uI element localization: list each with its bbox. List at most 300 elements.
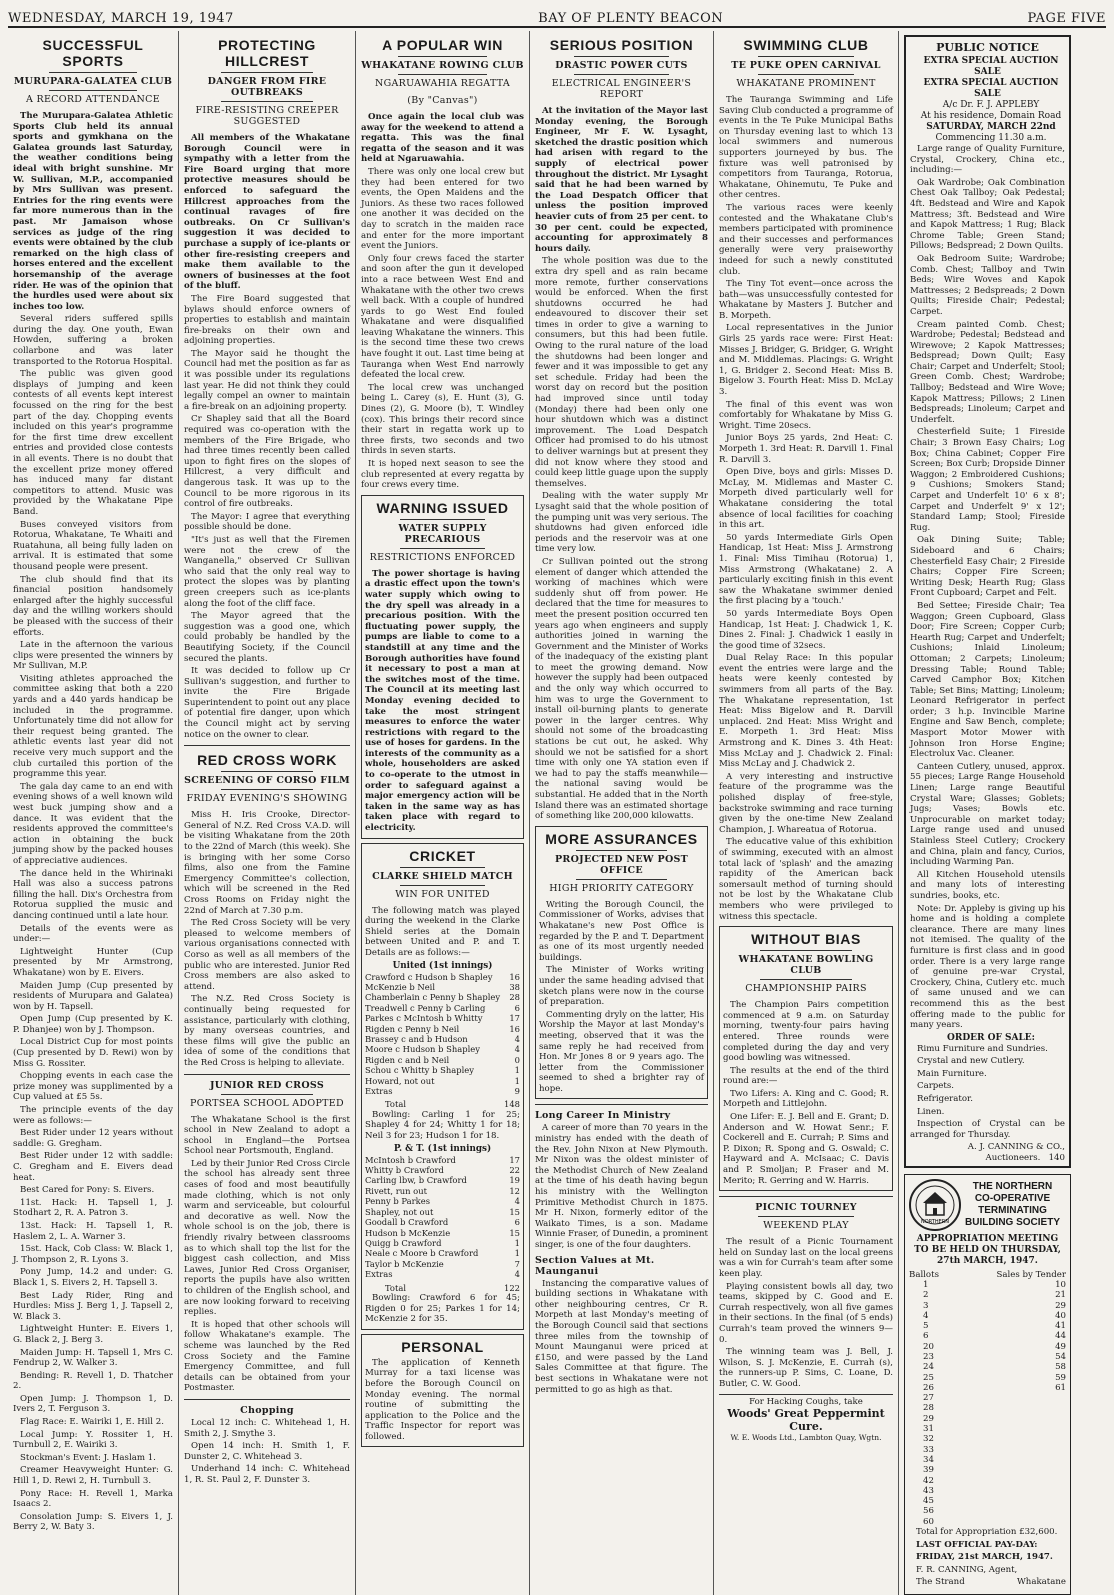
runs: 4: [514, 1034, 520, 1045]
subheadline: NGARUAWAHIA REGATTA: [374, 78, 511, 89]
paragraph: Open 14 inch: H. Smith 1, F. Dunster 2, C. Whitehead 3.: [184, 1441, 350, 1462]
paragraph: Canteen Cutlery, unused, approx. 55 pieces; Large Range Household Linen; Large range Beautiful Crystal Ware; Glasses; Goblets; Jugs; Vases; Bowls etc. Unprocurable on market today; Large range used and unused Stainless Steel Cutlery; Crockery and China, plain and fancy, Curios, including Warming Pan.: [910, 761, 1065, 868]
ballot-row: [909, 1342, 1066, 1352]
paragraph: Led by their Junior Red Cross Circle the school has already sent three cases of food and most beautifully made clothing, which is not only warm and serviceable, but colourful and decorative as well. Now the whole school is on the job, there is friendly rivalry between classrooms as to which shall top the list for the biggest cash collection, and Miss Lawes, Junior Red Cross Organiser, reports the pupils have also written to children of the English school, and are now looking forward to receiving replies.: [184, 1158, 350, 1318]
ballot-row: [909, 1414, 1066, 1424]
paragraph: It is hoped that other schools will follow Whakatane's example. The scheme was launched by the Red Cross Society and the Famine Emergency Committee, and full details can be obtained from your Postmaster.: [184, 1319, 350, 1394]
paragraph: Several riders suffered spills during the day. One youth, Ewan Howden, suffering a broken collarbone and was later transported to the Rotorua Hospital.: [13, 314, 173, 367]
intro-paragraph: The following match was played during the weekend in the Clarke Shield series at the Domain between United and P. and T. Details are as follows:—: [365, 905, 520, 958]
emblem-text: NORTHERN: [921, 1218, 949, 1225]
ballot-number: 1: [923, 1279, 929, 1290]
lead-paragraph: At the invitation of the Mayor last Monday evening, the Borough Engineer, Mr F. W. Lysaght, sketched the drastic position which had arisen with regard to the supply of electrical power throughout the district. Mr Lysaght said that he had been warned by the Load Despatch Officer that unless the position improved heavier cuts of from 25 per cent. to 30 per cent. could be expected, accounting for approximately 8 hours daily.: [535, 106, 708, 254]
sale-number: [956, 1506, 1066, 1516]
batsman: Whitty b Crawford: [365, 1165, 444, 1176]
paragraph: The educative value of this exhibition of swimming, executed with an almost total lack of 'splash' and the amazing rapidity of the American back somersault method of turning should not be lost by the Whakatane Club members who were privileged to witness this spectacle.: [719, 837, 893, 922]
paragraph: Only four crews faced the starter and soon after the gun it developed into a race between West End and Whakatane with the other two crews well back. With a couple of hundred yards to go West End fouled Whakatane and were disqualified leaving Whakatane the winners. This is the second time these two crews have fought it out. Last time being at Tauranga when West End narrowly defeated the local crew.: [361, 253, 524, 381]
batsman: McKenzie b Neil: [365, 982, 436, 992]
paragraph: A career of more than 70 years in the ministry has ended with the death of the Rev. John Nixon at New Plymouth. Mr Nixon was the oldest minister of the Methodist Church of New Zealand at the time of his death having begun his ministry with the Wellington Primitive Methodist Church in 1875. Mr H. Nixon, formerly editor of the Waikato Times, is a son. Madame Winnie Fraser, of Dunedin, a prominent singer, is one of the four daughters.: [535, 1123, 708, 1250]
ballot-number: 28: [923, 1403, 934, 1414]
lead-paragraph: The Murupara-Galatea Athletic Sports Club held its annual sports and gymkhana on the Galatea grounds last Saturday, the weather conditions being ideal with bright sunshine. Mr W. Sullivan, M.P., accompanied by Mrs Sullivan was present. Entries for the ring events were far more numerous than in the past. Mr Jamaison whose services as judge of the ring events were obtained by the club remarked on the high class of horses entered and the excellent horsemanship of the average rider. He was of the opinion that the hurdles used were about six inches too low.: [13, 111, 173, 312]
runs: 4: [514, 1269, 520, 1280]
paragraph: Oak Dining Suite; Table; Sideboard and 6 Chairs; Chesterfield Easy Chair; 2 Fireside Chairs; Copper Fire Screen; Writing Desk; Hearth Rug; Glass Front Cupboard; Carpet and Felt.: [910, 535, 1065, 599]
ballot-row: [909, 1301, 1066, 1311]
column-1: [8, 31, 179, 1595]
subheadline: WATER SUPPLY PRECARIOUS: [398, 522, 487, 545]
society-name-line: BUILDING SOCIETY: [965, 1216, 1061, 1228]
article-serious-position: [535, 37, 708, 822]
headline: PERSONAL: [401, 1338, 484, 1355]
article-long-career: [535, 1110, 708, 1250]
scorecard-row: [365, 1186, 520, 1196]
paragraph: Best Cared for Pony: S. Eivers.: [20, 1185, 155, 1196]
column-5: [714, 31, 899, 1595]
article-body: [13, 314, 173, 1533]
headline: PICNIC TOURNEY: [755, 1202, 857, 1214]
paragraph: It was decided to follow up Cr Sullivan's suggestion, and further to invite the Fire Brigade Superintendent to point out any place of potential fire danger, upon which the Council might act by serving notice on the owner to clear.: [184, 666, 350, 740]
runs: 4: [514, 1196, 520, 1207]
paragraph: The Tauranga Swimming and Life Saving Club conducted a programme of events in the Te Puke Municipal Baths on Thursday evening last to which 13 local swimmers and numerous supporters journeyed by bus. The fixture was well patronised by competitors from Tauranga, Rotorua, Whakatane, Ohinemutu, Te Puke and other centres.: [719, 95, 893, 201]
byline: (By "Canvas"): [407, 95, 478, 106]
notice-line: EXTRA SPECIAL AUCTION SALE: [923, 56, 1059, 77]
ballot-row: [909, 1331, 1066, 1341]
scorecard-row: [365, 1165, 520, 1175]
ballot-row: [909, 1465, 1066, 1475]
paragraph: There was only one local crew but they had been entered for two events, the Open Maidens and the Juniors. As these two races followed one another it was decided on the day to scratch in the maiden race and enter for the more important event the Juniors.: [361, 166, 524, 252]
paragraph: Stockman's Event: J. Haslam 1.: [20, 1452, 156, 1463]
ballot-number: 26: [923, 1382, 934, 1393]
subheadline: RESTRICTIONS ENFORCED: [369, 551, 516, 563]
article-body: [535, 1279, 708, 1396]
paragraph: Miss H. Iris Crooke, Director-General of N.Z. Red Cross V.A.D. will be visiting Whakatane from the 20th to the 22nd of March (this week). She is bringing with her some Corso films, also one from the Famine Emergency Committee's collection, which will be screened in the Red Cross Rooms on Friday night the 22nd of March at 7.30 p.m.: [184, 810, 350, 916]
sale-number: [956, 1465, 1066, 1475]
runs: 17: [509, 1154, 520, 1165]
appropriation-total: Total for Appropriation £32,600.: [916, 1527, 1058, 1538]
scorecard-row: [365, 1055, 520, 1065]
paragraph: Visiting athletes approached the committee asking that both a 220 yards and a 440 yards handicap be included in the programme. Unfortunately time did not allow for their request being granted. The athletic events last year did not receive very much support and the club curtailed this portion of the programme this year.: [13, 673, 173, 780]
ballot-number: 43: [923, 1485, 934, 1496]
batsman: Goodall b Crawford: [365, 1217, 449, 1228]
runs: 38: [509, 982, 520, 992]
paragraph: Bending: R. Revell 1, D. Thatcher 2.: [13, 1370, 173, 1392]
paragraph: Local 12 inch: C. Whitehead 1, H. Smith 2, J. Smythe 3.: [184, 1417, 350, 1439]
batsman: Rigden c and b Neil: [365, 1054, 450, 1065]
ballot-number: 42: [923, 1475, 934, 1486]
ballot-number: 29: [923, 1413, 934, 1424]
ballot-row: [909, 1506, 1066, 1516]
column-3: [356, 31, 530, 1595]
batsman: Chamberlain c Penny b Shapley: [365, 992, 501, 1003]
article-popular-win: [361, 37, 524, 491]
order-of-sale-list: [910, 1044, 1065, 1118]
batsman: Crawford c Hudson b Shapley: [365, 971, 493, 982]
batsman: McIntosh b Crawford: [365, 1154, 456, 1165]
batsman: Extras: [365, 1269, 393, 1280]
list-item: Main Furniture.: [917, 1068, 987, 1079]
ballot-number: 32: [923, 1434, 934, 1445]
paragraph: Best Lady Rider, Ring and Hurdles: Miss J. Berg 1, J. Tapsell 2, W. Black 3.: [13, 1290, 173, 1322]
column-grid: [8, 31, 1106, 1588]
lead-paragraph: All members of the Whakatane Borough Council were in sympathy with a letter from the Fire Board urging that more protective measures should be enforced to safeguard the Hillcrest approaches from the continual ravages of fire outbreaks. On Cr Sullivan's suggestion it was decided to purchase a supply of ice-plants or other fire-resisting creepers and make them available to the owners of businesses at the foot of the bluff.: [184, 133, 350, 292]
auctioneer-role: [910, 1153, 1065, 1164]
ballot-row: [909, 1476, 1066, 1486]
scorecard-row: [365, 1086, 520, 1096]
ballot-number: 2: [923, 1290, 929, 1301]
total-row: [365, 1096, 520, 1109]
article-body: [535, 1123, 708, 1250]
article-body: [361, 167, 524, 491]
subheadline: PROJECTED NEW POST OFFICE: [554, 853, 689, 876]
paragraph: The final of this event was won comfortably for Whakatane by Miss G. Wright. Time 20secs.: [719, 399, 893, 431]
runs: 9: [514, 1086, 520, 1097]
article-body: [535, 256, 708, 821]
auctioneer-role-text: Auctioneers.: [985, 1153, 1041, 1164]
headline: Chopping: [240, 1404, 294, 1416]
batsman: Howard, not out: [365, 1075, 435, 1086]
paragraph: Large range of Quality Furniture, Crystal, Crockery, China etc., including:—: [910, 144, 1065, 176]
masthead: [8, 4, 1106, 28]
paragraph: The Mayor: I agree that everything possible should be done.: [184, 511, 350, 533]
article-swimming-club: [719, 37, 893, 922]
paragraph: The Fire Board suggested that bylaws should enforce owners of properties to establish and maintain fire-breaks on their own and adjoining properties.: [184, 293, 350, 347]
scorecard-row: [365, 1228, 520, 1238]
notice-line: EXTRA SPECIAL AUCTION SALE: [923, 78, 1059, 99]
headline: CRICKET: [409, 847, 476, 864]
runs: 0: [514, 1054, 520, 1065]
runs: 1: [514, 1075, 520, 1086]
scorecard-row: [365, 1217, 520, 1227]
scorecard-row: [365, 1024, 520, 1034]
batsman: Carling lbw, b Crawford: [365, 1175, 467, 1186]
paragraph: The Mayor said he thought the Council had met the position as far as it was possible under its regulations last year. He did not think they could legally compel an owner to maintain a fire-break on an adjoining property.: [184, 348, 350, 412]
ballot-row: [909, 1321, 1066, 1331]
headline: Section Values at Mt. Maunganui: [535, 1254, 655, 1277]
article-more-assurances: [535, 826, 708, 1100]
paragraph: The Whakatane School is the first school in New Zealand to adopt a school in England—the Portsea School near Portsmouth, England.: [184, 1114, 350, 1157]
agent-address: [909, 1577, 1066, 1588]
ballot-row: [909, 1445, 1066, 1455]
scorecard-row: [365, 1076, 520, 1086]
notice-line: SATURDAY, MARCH 22nd: [926, 122, 1056, 132]
paragraph: It is hoped next season to see the club represented at every regatta by four crews every time.: [361, 459, 524, 491]
ballot-row: [909, 1486, 1066, 1496]
sales-header: Sales by Tender: [996, 1269, 1066, 1280]
newspaper-page: [8, 4, 1106, 1588]
paragraph: 11st. Hack: H. Tapsell 1, J. Stodhart 2, R. A. Patron 3.: [13, 1197, 173, 1219]
paragraph: Flag Race: E. Wairiki 1, E. Hill 2.: [20, 1417, 164, 1428]
paragraph: Lightweight Hunter: E. Eivers 1, G. Black 2, J. Berg 3.: [13, 1324, 173, 1345]
paragraph: Local Jump: Y. Rossiter 1, H. Turnbull 2, E. Wairiki 3.: [13, 1429, 173, 1451]
paragraph: Dealing with the water supply Mr Lysaght said that the whole position of the pumping unit was very serious. The shutdowns had given enforced idle periods and the reservoir was at one time very low.: [535, 491, 708, 555]
sale-number: [956, 1476, 1066, 1486]
subheadline: WIN FOR UNITED: [395, 888, 490, 900]
subheadline: PORTSEA SCHOOL ADOPTED: [190, 1097, 344, 1109]
paragraph: Instancing the comparative values of building sections in Whakatane with other neighbouring centres, Cr R. Morpeth at last Monday's meeting of the Borough Council said that sections three miles from the township of Mount Maunganui were priced at £150, and were passed by the Land Sales Committee at that figure. The best sections in Whakatane were not permitted to go as high as that.: [535, 1278, 708, 1395]
runs: 15: [509, 1206, 520, 1217]
scorecard-pt: [365, 1155, 520, 1293]
masthead-paper-name: BAY OF PLENTY BEACON: [538, 11, 724, 26]
sale-number: 61: [1055, 1382, 1066, 1393]
runs: 12: [509, 1185, 520, 1196]
innings-heading: United (1st innings): [392, 960, 493, 971]
runs: 6: [514, 1002, 520, 1013]
advert-line: For Hacking Coughs, take: [749, 1396, 863, 1407]
headline: A POPULAR WIN: [382, 37, 503, 53]
advert-maker: W. E. Woods Ltd., Lambton Quay, Wgtn.: [730, 1432, 882, 1442]
subheadline: ELECTRICAL ENGINEER'S REPORT: [551, 78, 692, 100]
runs: 6: [514, 1217, 520, 1228]
paragraph: The public was given good displays of jumping and keen contests of all events kept interest focussed on the ring for the best part of the day. Chopping events included on this year's programme for the first time drew excellent entries and provided close contests in all events. There is no doubt that the excellent prize money offered has induced many far distant competitors to attend. Music was provided by the Whakatane Pipe Band.: [13, 369, 173, 517]
ballot-number: 34: [923, 1454, 934, 1465]
total-runs: 122: [504, 1282, 520, 1293]
sale-number: [956, 1434, 1066, 1444]
notice-body: [910, 144, 1065, 1031]
paragraph: Dual Relay Race: In this popular event the entries were large and the heats were keenly contested by swimmers from all parts of the Bay. The Whakatane representation, 1st Heat: Miss Bigelow and R. Darvill unplaced. 2nd Heat: Miss Wright and E. Morpeth 1. 3rd Heat: Miss Armstrong and K. Dines 3. 4th Heat: Miss McLay and J. Chadwick 2. Final: Miss McLay and J. Chadwick 2.: [719, 653, 893, 770]
paragraph: Lightweight Hunter (Cup presented by Mr Armstrong, Whakatane) won by E. Eivers.: [13, 946, 173, 978]
paragraph: Open Jump: J. Thompson 1, D. Ivers 2, T. Ferguson 3.: [13, 1393, 173, 1415]
headline: WARNING ISSUED: [376, 499, 509, 516]
headline: SERIOUS POSITION: [549, 37, 694, 53]
notice-ref: 140: [1048, 1153, 1065, 1164]
article-body: [719, 1237, 893, 1389]
paragraph: Local representatives in the Junior Girls 25 yards race were: First Heat: Misses J. Bridger, G. Bridger, G. Wright and M. Middlemas. Placings: G. Wright 1, G. Bridger 2. Second Heat: Miss B. Bigelow 3. Fourth Heat: Miss D. McLay 3.: [719, 323, 893, 398]
sale-number: [956, 1424, 1066, 1434]
ballot-row: [909, 1424, 1066, 1434]
article-chopping: [184, 1405, 350, 1486]
payday-date: FRIDAY, 21st MARCH, 1947.: [916, 1552, 1053, 1563]
ballot-row: [909, 1362, 1066, 1372]
paragraph: Maiden Jump (Cup presented by residents of Murupara and Galatea) won by H. Tapsell.: [13, 980, 173, 1012]
scorecard-row: [365, 1248, 520, 1258]
paragraph: Best Rider under 12 with saddle: C. Gregham and E. Eivers dead heat.: [13, 1151, 173, 1183]
ballot-number: 31: [923, 1424, 934, 1435]
notice-line: A/c Dr. F. J. APPLEBY: [942, 100, 1040, 110]
subheadline: WHAKATANE BOWLING CLUB: [738, 954, 874, 977]
paragraph: Open Dive, boys and girls: Misses D. McLay, M. Midlemas and Master C. Morpeth dived particularly well for Whakatane considering the total absence of local facilities for coaching in this art.: [719, 467, 893, 531]
scorecard-row: [365, 1269, 520, 1279]
article-cricket: [361, 843, 524, 1330]
meeting-announcement: APPROPRIATION MEETING TO BE HELD ON THURSDAY, 27th MARCH, 1947.: [914, 1233, 1061, 1266]
paragraph: The club should find that its financial position handsomely enlarged after the highly successful day and the willing workers should be pleased with the success of their efforts.: [13, 574, 173, 638]
article-body: [539, 900, 704, 1095]
list-item: Refrigerator.: [917, 1094, 973, 1105]
runs: 4: [514, 1044, 520, 1055]
society-name: [965, 1181, 1060, 1229]
paragraph: Underhand 14 inch: C. Whitehead 1, R. St. Paul 2, F. Dunster 3.: [184, 1464, 350, 1485]
scorecard-row: [365, 1196, 520, 1206]
paragraph: Creamer Heavyweight Hunter: G. Hill 1, D. Rewi 2, H. Turnbull 3.: [13, 1465, 173, 1487]
ballot-number: 33: [923, 1444, 934, 1455]
subheadline: WHAKATANE ROWING CLUB: [361, 60, 524, 71]
ballot-number: 39: [923, 1465, 934, 1476]
paragraph: One Lifer: E. J. Bell and E. Grant; D. Anderson and W. Howat Senr.; F. Cockerell and E. Currah; P. Sims and P. Dixon; R. Spong and G. Oswald; C. Hayward and A. McIsaac; C. Davis and P. Smoljan; P. Fraser and M. Merito; R. Gerring and W. Harris.: [723, 1112, 889, 1186]
paragraph: The dance held in the Whirinaki Hall was also a success patrons filling the hall. Dix's Orchestra from Rotorua supplied the music and dancing continued until a late hour.: [13, 868, 173, 921]
sale-number: [956, 1517, 1066, 1527]
runs: 19: [509, 1175, 520, 1186]
society-name-line: THE NORTHERN: [972, 1180, 1053, 1192]
sale-number: 40: [1055, 1310, 1066, 1321]
total-label: Total: [385, 1099, 407, 1110]
ballot-number: 56: [923, 1506, 934, 1517]
paragraph: Junior Boys 25 yards, 2nd Heat: C. Morpeth 1. 3rd Heat: R. Darvill 1. Final R. Darvill 3.: [719, 433, 893, 465]
public-notice-auction: [904, 35, 1071, 1168]
advert-woods-peppermint: [719, 1394, 893, 1442]
paragraph: The N.Z. Red Cross Society is continually being requested for assistance, particularly with clothing, by many overseas countries, and these films will give the public an idea of some of the conditions that the Red Cross is helping to alleviate.: [184, 994, 350, 1068]
ballot-number: 45: [923, 1496, 934, 1507]
batsman: Rivett, run out: [365, 1185, 427, 1196]
scorecard-row: [365, 972, 520, 982]
list-item: Crystal and new Cutlery.: [917, 1056, 1025, 1067]
batsman: Neale c Moore b Crawford: [365, 1248, 479, 1259]
ballot-row: [909, 1496, 1066, 1506]
paragraph: Chesterfield Suite; 1 Fireside Chair; 3 Brown Easy Chairs; Log Box; China Cabinet; Copper Fire Screen; Box Curb; Dropside Dinner Waggon; 2 Embroidered Cushions; 9 Cushions; Smokers Stand; Carpet and Underfelt 10' 6 x 8'; Carpet and Underfelt 9' x 12'; Standard Lamp; Stool; Fireside Rug.: [910, 427, 1065, 533]
scorecard-row: [365, 1003, 520, 1013]
batsman: Penny b Parkes: [365, 1196, 431, 1207]
paragraph: Two Lifers: A. King and C. Good; R. Morpeth and Littlejohn.: [723, 1088, 889, 1110]
ballot-number: 3: [923, 1300, 929, 1311]
scorecard-row: [365, 1044, 520, 1054]
paragraph: The principle events of the day were as follows:—: [13, 1105, 173, 1126]
article-body: [719, 95, 893, 922]
ballot-row: [909, 1373, 1066, 1383]
bowling-figures: Bowling: Crawford 6 for 45; Rigden 0 for 25; Parkes 1 for 14; McKenzie 2 for 35.: [365, 1292, 520, 1325]
payday-label: LAST OFFICIAL PAY-DAY:: [916, 1539, 1038, 1550]
ballots-header: Ballots: [909, 1269, 939, 1280]
subheadline: WHAKATANE PROMINENT: [736, 78, 876, 89]
sale-number: 54: [1055, 1352, 1066, 1362]
paragraph: 13st. Hack: H. Tapsell 1, R. Haslem 2, L. A. Warner 3.: [13, 1220, 173, 1242]
batsman: Extras: [365, 1086, 393, 1097]
subheadline: WEEKEND PLAY: [763, 1220, 849, 1232]
paragraph: The local crew was unchanged being L. Carey (s), E. Hunt (3), G. Dines (2), G. Moore (b), T. Windley (cox). This brings their record since their start in regatta work up to three firsts, two seconds and two thirds in seven starts.: [361, 382, 524, 457]
scorecard-row: [365, 1155, 520, 1165]
total-row: [365, 1280, 520, 1293]
masthead-page-number: PAGE FIVE: [1027, 11, 1106, 26]
scorecard-row: [365, 1013, 520, 1023]
headline: Long Career In Ministry: [535, 1110, 671, 1122]
paragraph: The results at the end of the third round are:—: [723, 1065, 889, 1087]
scorecard-row: [365, 1238, 520, 1248]
subheadline: HIGH PRIORITY CATEGORY: [549, 882, 694, 894]
scorecard-row: [365, 1175, 520, 1185]
sale-number: 29: [1055, 1300, 1066, 1311]
scorecard-row: [365, 1207, 520, 1217]
paragraph: Local District Cup for most points (Cup presented by D. Rewi) won by Miss G. Rossiter.: [13, 1037, 173, 1069]
notice-line: At his residence, Domain Road: [920, 111, 1062, 121]
paragraph: Cr Shapley said that all the Board required was co-operation with the members of the Fire Brigade, who had three times recently been called upon to fight fires on the slopes of Hillcrest, a very difficult and dangerous task. It was up to the Council to be more rigorous in its control of fire outbreaks.: [184, 414, 350, 510]
sale-number: [956, 1486, 1066, 1496]
coop-building-society-notice: [904, 1174, 1071, 1595]
article-section-values: [535, 1255, 708, 1396]
subheadline: TE PUKE OPEN CARNIVAL: [731, 60, 881, 71]
subheadline: FRIDAY EVENING'S SHOWING: [186, 793, 348, 805]
article-body: [184, 294, 350, 740]
subheadline: DRASTIC POWER CUTS: [555, 60, 688, 71]
batsman: Brassey c and b Hudson: [365, 1034, 468, 1045]
batsman: Rigden c Penny b Neil: [365, 1023, 460, 1034]
subheadline: A RECORD ATTENDANCE: [26, 94, 160, 105]
sale-number: 44: [1055, 1331, 1066, 1342]
ballot-row: [909, 1290, 1066, 1300]
article-body: [723, 1000, 889, 1186]
batsman: Parkes c McIntosh b Whitty: [365, 1013, 483, 1024]
ballot-row: [909, 1280, 1066, 1290]
paragraph: Commenting dryly on the latter, His Worship the Mayor at last Monday's meeting, observed that it was the same reply he had received from Hon. Mr Jones 8 or 9 years ago. The letter from the Commissioner seemed to shed a brighter ray of hope.: [539, 1009, 704, 1094]
paragraph: Playing consistent bowls all day, two teams, skipped by C. Good and E. Currah respectively, won all five games in their sections. In the final (of 5 ends) Currah's team proved the winners 9—0.: [719, 1281, 893, 1345]
subheadline: FIRE-RESISTING CREEPER SUGGESTED: [195, 105, 339, 127]
ballot-number: 25: [923, 1372, 934, 1383]
ballots-table: [909, 1270, 1066, 1527]
masthead-date: WEDNESDAY, MARCH 19, 1947: [8, 11, 234, 26]
runs: 16: [509, 971, 520, 982]
scorecard-row: [365, 1034, 520, 1044]
paragraph: All Kitchen Household utensils and many lots of interesting sundries, books, etc.: [910, 869, 1065, 901]
runs: 28: [509, 992, 520, 1003]
ballot-row: [909, 1311, 1066, 1321]
ballot-number: 4: [923, 1310, 929, 1321]
runs: 17: [509, 1013, 520, 1024]
sale-number: [956, 1403, 1066, 1413]
article-junior-red-cross: [184, 1080, 350, 1394]
notice-line: Commencing 11.30 a.m.: [935, 133, 1047, 143]
paragraph: Details of the events were as under:—: [13, 923, 173, 945]
column-2: [179, 31, 356, 1595]
article-successful-sports: [13, 37, 173, 1533]
agent-name: F. R. CANNING, Agent,: [916, 1564, 1018, 1575]
article-protecting-hillcrest: [184, 37, 350, 740]
ballot-number: 27: [923, 1393, 934, 1404]
headline: RED CROSS WORK: [197, 752, 337, 769]
ballot-number: 20: [923, 1341, 934, 1352]
advert-product: Woods' Great Peppermint Cure.: [727, 1406, 885, 1433]
ballot-number: 23: [923, 1352, 934, 1362]
batsman: Hudson b McKenzie: [365, 1227, 451, 1238]
ballot-number: 5: [923, 1321, 929, 1332]
runs: 1: [514, 1237, 520, 1248]
article-without-bias: [719, 926, 893, 1191]
paragraph: Note: Dr. Appleby is giving up his home and is holding a complete clearance. There are many lines not itemised. The quality of the furniture is first class and in good order. There is a very large range of genuine pre-war Crystal, Crockery, China, Cutlery etc. much of same unused and we can recommend this as the best offering made to the public for many years.: [910, 903, 1065, 1031]
paragraph: Pony Jump, 14.2 and under: G. Black 1, S. Eivers 2, H. Tapsell 3.: [13, 1267, 173, 1288]
ballot-number: 24: [923, 1362, 934, 1373]
sale-number: 21: [1055, 1290, 1066, 1301]
notice-title: PUBLIC NOTICE: [936, 41, 1039, 54]
lead-paragraph: Once again the local club was away for the weekend to attend a regatta. This was the final regatta of the season and it was held at Ngaruawahia.: [361, 112, 524, 165]
scorecard-row: [365, 1259, 520, 1269]
paragraph: Open Jump (Cup presented by K. P. Dhanjee) won by J. Thompson.: [13, 1014, 173, 1035]
sale-number: [956, 1445, 1066, 1455]
paragraph: Consolation Jump: S. Eivers 1, J. Berry 2, W. Baty 3.: [13, 1511, 173, 1533]
article-personal: [361, 1334, 524, 1448]
ballot-number: 6: [923, 1331, 929, 1342]
article-body: [184, 810, 350, 1068]
sale-number: 49: [1055, 1341, 1066, 1352]
paragraph: A very interesting and instructive feature of the programme was the polished display of free-style, backstroke swimming and race turning given by the one-time New Zealand Champion, J. Whareatua of Rotorua.: [719, 771, 893, 835]
subheadline: SCREENING OF CORSO FILM: [184, 775, 350, 787]
batsman: Shapley, not out: [365, 1206, 434, 1217]
sale-number: 59: [1055, 1372, 1066, 1383]
paragraph: The Mayor agreed that the suggestion was a good one, which could probably be handled by the Beautifying Society, if the Council secured the plants.: [184, 611, 350, 664]
sale-number: [956, 1496, 1066, 1506]
paragraph: Best Rider under 12 years without saddle: G. Gregham.: [13, 1128, 173, 1149]
paragraph: Writing the Borough Council, the Commissioner of Works, advises that Whakatane's new Post Office is regarded by the P. and T. Department as one of its most urgently needed buildings.: [539, 899, 704, 963]
sale-number: [956, 1393, 1066, 1403]
ballot-row: [909, 1383, 1066, 1393]
paragraph: The result of a Picnic Tournament held on Sunday last on the local greens was a win for Currah's team after some keen play.: [719, 1237, 893, 1279]
ballot-row: [909, 1393, 1066, 1403]
society-name-line: TERMINATING: [978, 1204, 1047, 1216]
paragraph: Pony Race: H. Revell 1, Marka Isaacs 2.: [13, 1488, 173, 1510]
subheadline: MURUPARA-GALATEA CLUB: [13, 76, 173, 87]
batsman: Treadwell c Penny b Carling: [365, 1002, 486, 1013]
